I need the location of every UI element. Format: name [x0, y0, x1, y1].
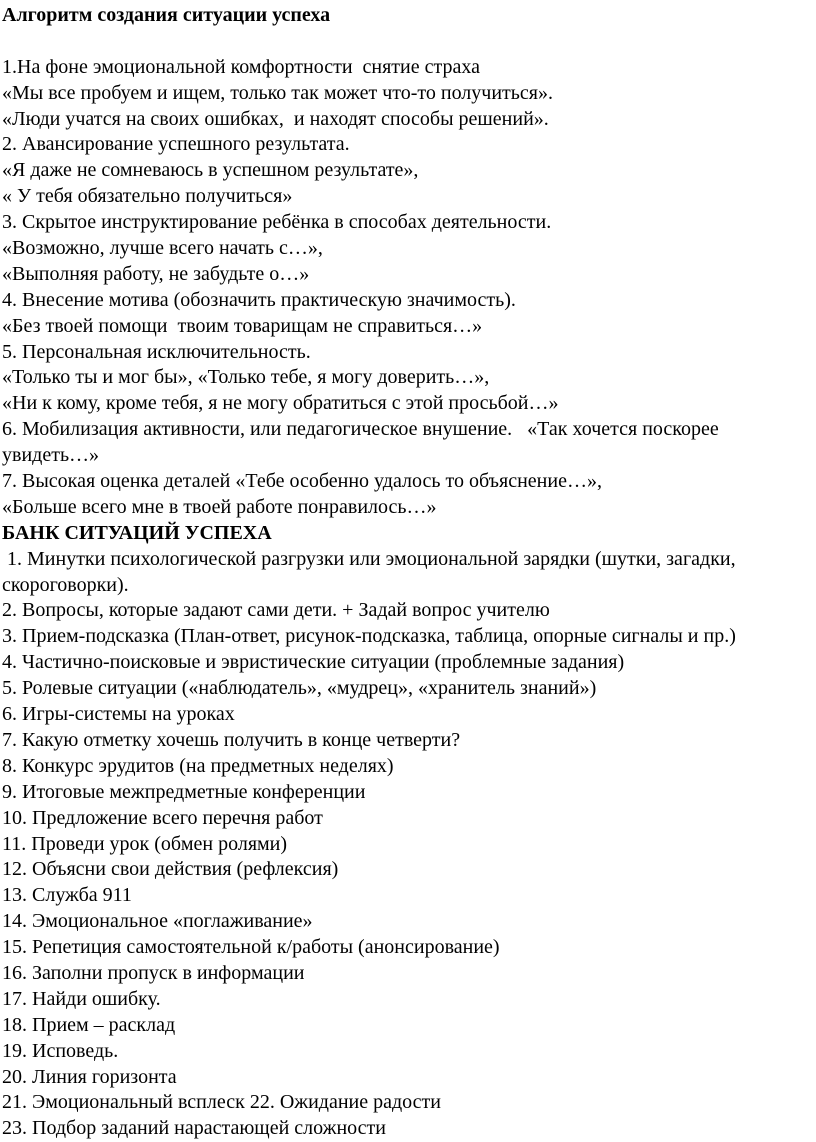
algorithm-line: «Больше всего мне в твоей работе понравилось…» — [2, 495, 437, 518]
algorithm-line: 4. Внесение мотива (обозначить практическую значимость). — [2, 288, 516, 311]
bank-line: 6. Игры-системы на уроках — [2, 703, 235, 726]
bank-line: 10. Предложение всего перечня работ — [2, 806, 323, 829]
bank-line: 7. Какую отметку хочешь получить в конце четверти? — [2, 728, 461, 751]
bank-line: 12. Объясни свои действия (рефлексия) — [2, 858, 339, 881]
algorithm-line: «Люди учатся на своих ошибках, и находят способы решений». — [2, 107, 549, 130]
bank-line: 2. Вопросы, которые задают сами дети. + Задай вопрос учителю — [2, 599, 550, 622]
algorithm-line: «Я даже не сомневаюсь в успешном результате», — [2, 159, 419, 182]
bank-line: 4. Частично-поисковые и эвристические ситуации (проблемные задания) — [2, 651, 625, 674]
bank-line: 19. Исповедь. — [2, 1039, 119, 1062]
bank-line: 13. Служба 911 — [2, 884, 132, 907]
bank-section — [2, 547, 816, 1142]
algorithm-line: «Ни к кому, кроме тебя, я не могу обратиться с этой просьбой…» — [2, 392, 559, 415]
algorithm-line: «Выполняя работу, не забудьте о…» — [2, 262, 310, 285]
blank-line — [2, 29, 816, 55]
bank-line: 21. Эмоциональный всплеск 22. Ожидание радости — [2, 1091, 441, 1114]
bank-line: 5. Ролевые ситуации («наблюдатель», «мудрец», «хранитель знаний») — [2, 677, 597, 700]
bank-line: 17. Найди ошибку. — [2, 987, 161, 1010]
bank-title: БАНК СИТУАЦИЙ УСПЕХА — [2, 521, 272, 544]
algorithm-line: 7. Высокая оценка деталей «Тебе особенно удалось то объяснение…», — [2, 470, 602, 493]
bank-line: 11. Проведи урок (обмен ролями) — [2, 832, 288, 855]
algorithm-line: «Без твоей помощи твоим товарищам не справиться…» — [2, 314, 483, 337]
algorithm-line: 6. Мобилизация активности, или педагогическое внушение. «Так хочется поскорее — [2, 418, 719, 441]
algorithm-line: 5. Персональная исключительность. — [2, 340, 311, 363]
algorithm-line: увидеть…» — [2, 444, 100, 467]
algorithm-line: 1.На фоне эмоциональной комфортности снятие страха — [2, 55, 480, 78]
algorithm-title: Алгоритм создания ситуации успеха — [2, 4, 331, 26]
bank-line: 1. Минутки психологической разгрузки или эмоциональной зарядки (шутки, загадки, — [2, 547, 736, 570]
bank-line: 9. Итоговые межпредметные конференции — [2, 780, 366, 803]
bank-line: 3. Прием-подсказка (План-ответ, рисунок-подсказка, таблица, опорные сигналы и пр.) — [2, 625, 736, 648]
bank-line: скороговорки). — [2, 573, 129, 596]
algorithm-section — [2, 55, 816, 521]
bank-line: 15. Репетиция самостоятельной к/работы (анонсирование) — [2, 936, 500, 959]
algorithm-line: 3. Скрытое инструктирование ребёнка в способах деятельности. — [2, 211, 552, 234]
bank-line: 23. Подбор заданий нарастающей сложности — [2, 1117, 386, 1140]
algorithm-line: «Возможно, лучше всего начать с…», — [2, 237, 323, 260]
bank-line: 16. Заполни пропуск в информации — [2, 961, 305, 984]
algorithm-line: « У тебя обязательно получиться» — [2, 185, 293, 208]
bank-line: 8. Конкурс эрудитов (на предметных неделях) — [2, 754, 394, 777]
bank-line: 18. Прием – расклад — [2, 1013, 176, 1036]
algorithm-line: «Только ты и мог бы», «Только тебе, я могу доверить…», — [2, 366, 490, 389]
bank-line: 20. Линия горизонта — [2, 1065, 177, 1088]
algorithm-line: «Мы все пробуем и ищем, только так может что-то получиться». — [2, 81, 553, 104]
algorithm-line: 2. Авансирование успешного результата. — [2, 133, 350, 156]
bank-line: 14. Эмоциональное «поглаживание» — [2, 910, 313, 933]
